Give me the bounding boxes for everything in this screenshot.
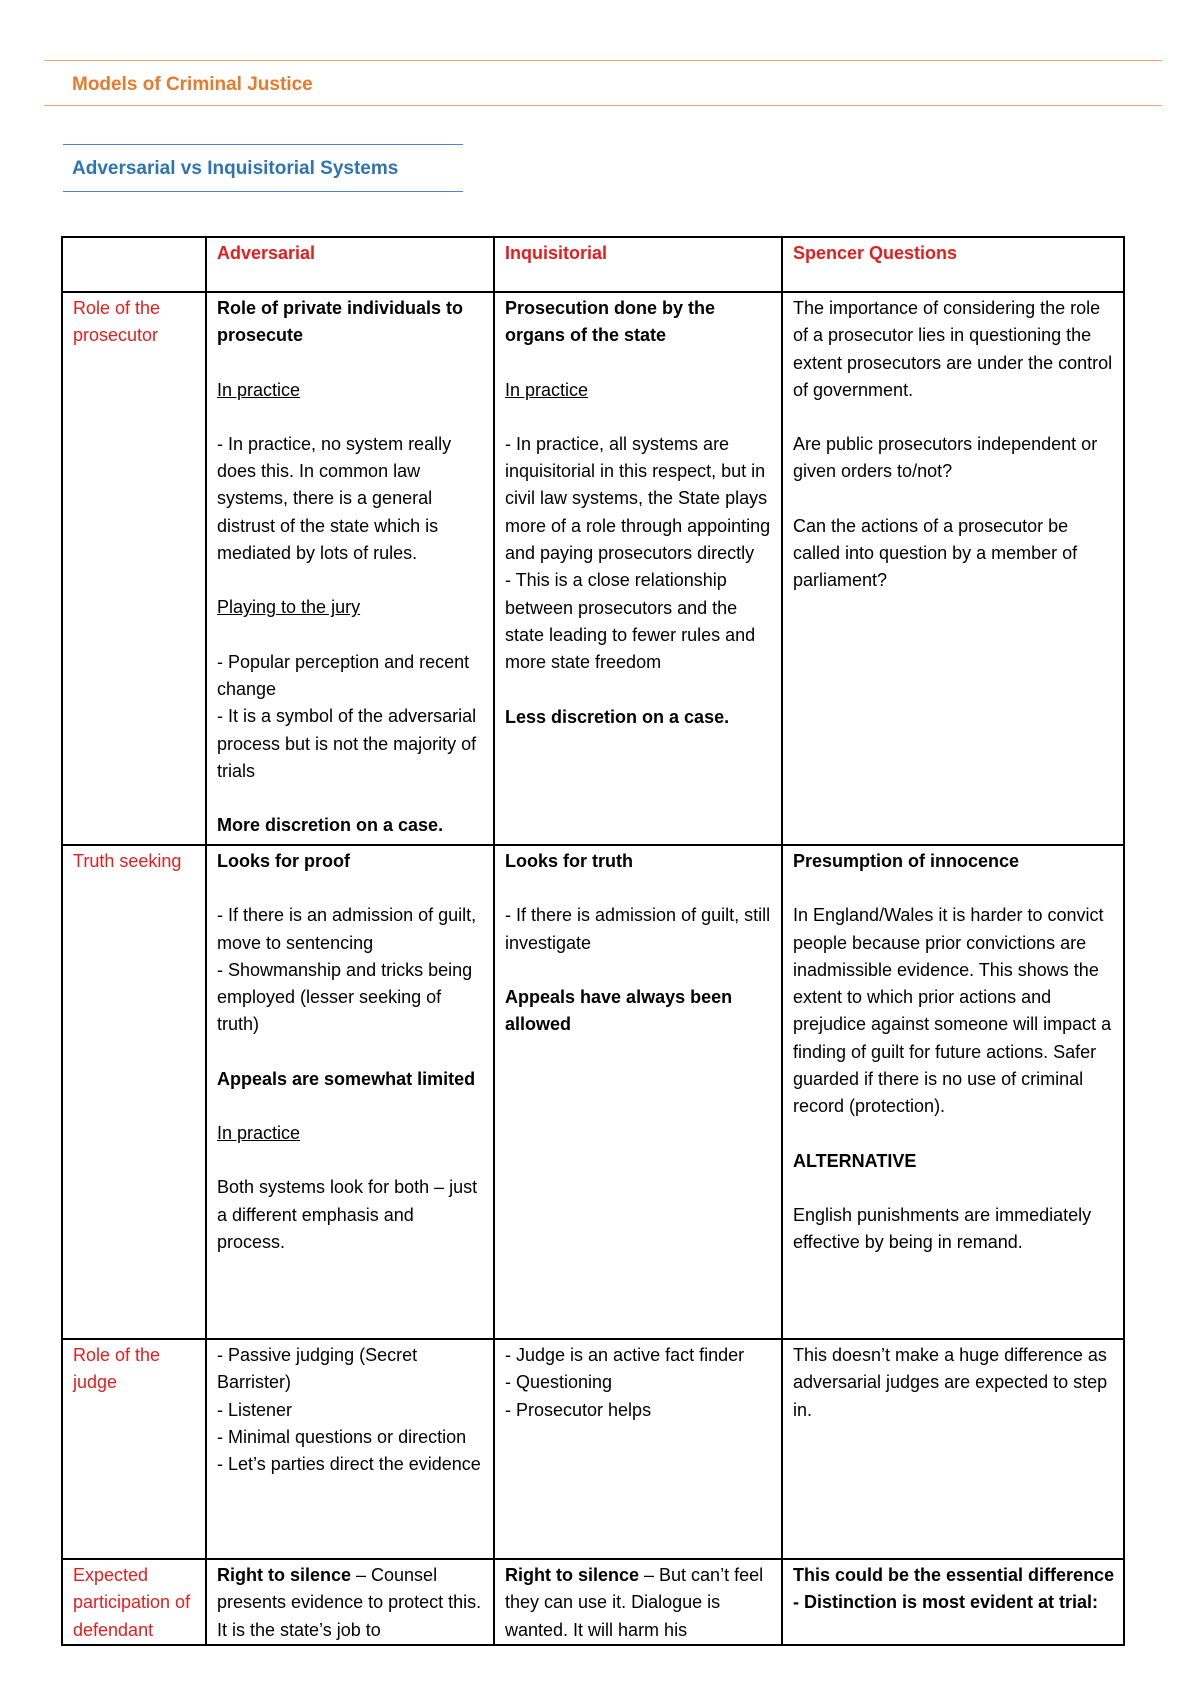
inq-judge-item: - Questioning — [505, 1372, 613, 1393]
row-label-prosecutor: Role of the prosecutor — [62, 292, 206, 845]
adv-truth-main: Looks for proof — [217, 851, 350, 871]
adv-defendant-text — [217, 1562, 485, 1644]
adv-prosecutor-subheading: In practice — [217, 379, 301, 400]
header-rule-bottom — [44, 105, 1162, 106]
spencer-defendant-text: This could be the essential difference - Distinction is most evident at trial: — [793, 1565, 1115, 1613]
section-heading: Adversarial vs Inquisitorial Systems — [72, 158, 399, 179]
adv-judge-item: - Minimal questions or direction — [217, 1426, 467, 1447]
spencer-prosecutor-text-1: The importance of considering the role of a prosecutor lies in questioning the extent prosecutors are under the control of government. — [793, 298, 1113, 400]
adv-prosecutor-bullet-1: - Popular perception and recent change — [217, 651, 470, 699]
adv-prosecutor-subheading-2: Playing to the jury — [217, 597, 361, 618]
header-spencer-questions: Spencer Questions — [782, 237, 1124, 292]
inq-defendant-rest: – But can’t feel they can use it. Dialogue is wanted. It will harm his — [505, 1565, 764, 1640]
inq-truth-main: Looks for truth — [505, 851, 633, 871]
table-row — [62, 845, 1124, 1339]
adv-prosecutor-conclusion: More discretion on a case. — [217, 815, 444, 836]
cell-defendant-inquisitorial — [494, 1559, 782, 1645]
inq-prosecutor-text: - In practice, all systems are inquisitorial in this respect, but in civil law systems, the State plays more of a role through appointing and paying prosecutors directly — [505, 433, 771, 564]
adv-defendant-rest: – Counsel presents evidence to protect this. It is the state’s job to — [217, 1565, 482, 1640]
cell-prosecutor-inquisitorial — [494, 292, 782, 845]
header-cell-empty — [62, 237, 206, 292]
spencer-truth-main: Presumption of innocence — [793, 851, 1020, 871]
adv-judge-item: - Let’s parties direct the evidence — [217, 1454, 481, 1475]
inq-defendant-text — [505, 1562, 773, 1644]
inq-judge-item: - Judge is an active fact finder — [505, 1345, 745, 1365]
adv-prosecutor-text: - In practice, no system really does this. In common law systems, there is a general distrust of the state which is mediated by lots of rules. — [217, 433, 452, 564]
adv-prosecutor-main: Role of private individuals to prosecute — [217, 298, 464, 346]
inq-judge-item: - Prosecutor helps — [505, 1399, 652, 1420]
cell-truth-inquisitorial — [494, 845, 782, 1339]
adv-prosecutor-bullet-2: - It is a symbol of the adversarial process but is not the majority of trials — [217, 706, 477, 781]
cell-prosecutor-adversarial — [206, 292, 494, 845]
spencer-truth-text-1: In England/Wales it is harder to convict people because prior convictions are inadmissible evidence. This shows the extent to which prior actions and prejudice against someone will impact a finding of guilt for future actions. Safer guarded if there is no use of criminal record (protection). — [793, 905, 1112, 1117]
inq-defendant-bold: Right to silence — [505, 1565, 640, 1585]
cell-truth-spencer — [782, 845, 1124, 1339]
header-inquisitorial: Inquisitorial — [494, 237, 782, 292]
adv-truth-bullet-1: - If there is an admission of guilt, move to sentencing — [217, 905, 477, 953]
document-title: Models of Criminal Justice — [72, 74, 313, 95]
inq-truth-text: - If there is admission of guilt, still investigate — [505, 905, 771, 953]
spencer-judge-text: This doesn’t make a huge difference as adversarial judges are expected to step in. — [793, 1345, 1108, 1420]
cell-prosecutor-spencer — [782, 292, 1124, 845]
cell-defendant-spencer — [782, 1559, 1124, 1645]
heading-rule-bottom — [63, 191, 463, 192]
inq-truth-appeals: Appeals have always been allowed — [505, 986, 733, 1035]
table-row — [62, 1339, 1124, 1559]
adv-judge-item: - Passive judging (Secret Barrister) — [217, 1345, 418, 1393]
adv-defendant-bold: Right to silence — [217, 1565, 352, 1585]
inq-prosecutor-main: Prosecution done by the organs of the state — [505, 298, 716, 346]
adv-judge-item: - Listener — [217, 1399, 293, 1420]
adv-truth-bullet-2: - Showmanship and tricks being employed (lesser seeking of truth) — [217, 959, 473, 1035]
inq-prosecutor-text-2: - This is a close relationship between prosecutors and the state leading to fewer rules and more state freedom — [505, 570, 756, 673]
heading-rule-top — [63, 144, 463, 145]
comparison-table — [61, 236, 1125, 1646]
cell-truth-adversarial — [206, 845, 494, 1339]
spencer-prosecutor-text-2: Are public prosecutors independent or given orders to/not? — [793, 434, 1098, 482]
row-label-truth: Truth seeking — [62, 845, 206, 1339]
cell-judge-adversarial — [206, 1339, 494, 1559]
adv-truth-text: Both systems look for both – just a different emphasis and process. — [217, 1177, 478, 1252]
cell-judge-spencer — [782, 1339, 1124, 1559]
adv-truth-subheading: In practice — [217, 1123, 301, 1144]
header-adversarial: Adversarial — [206, 237, 494, 292]
inq-prosecutor-conclusion: Less discretion on a case. — [505, 706, 730, 727]
table-row — [62, 292, 1124, 845]
row-label-judge: Role of the judge — [62, 1339, 206, 1559]
spencer-prosecutor-text-3: Can the actions of a prosecutor be called into question by a member of parliament? — [793, 515, 1078, 591]
table-row — [62, 1559, 1124, 1645]
row-label-defendant: Expected participation of defendant — [62, 1559, 206, 1645]
table-header-row — [62, 237, 1124, 292]
cell-judge-inquisitorial — [494, 1339, 782, 1559]
inq-prosecutor-subheading: In practice — [505, 379, 589, 400]
spencer-truth-text-2: English punishments are immediately effective by being in remand. — [793, 1204, 1092, 1253]
adv-truth-appeals: Appeals are somewhat limited — [217, 1068, 476, 1089]
spencer-truth-alternative: ALTERNATIVE — [793, 1150, 917, 1171]
header-rule-top — [44, 60, 1162, 61]
cell-defendant-adversarial — [206, 1559, 494, 1645]
